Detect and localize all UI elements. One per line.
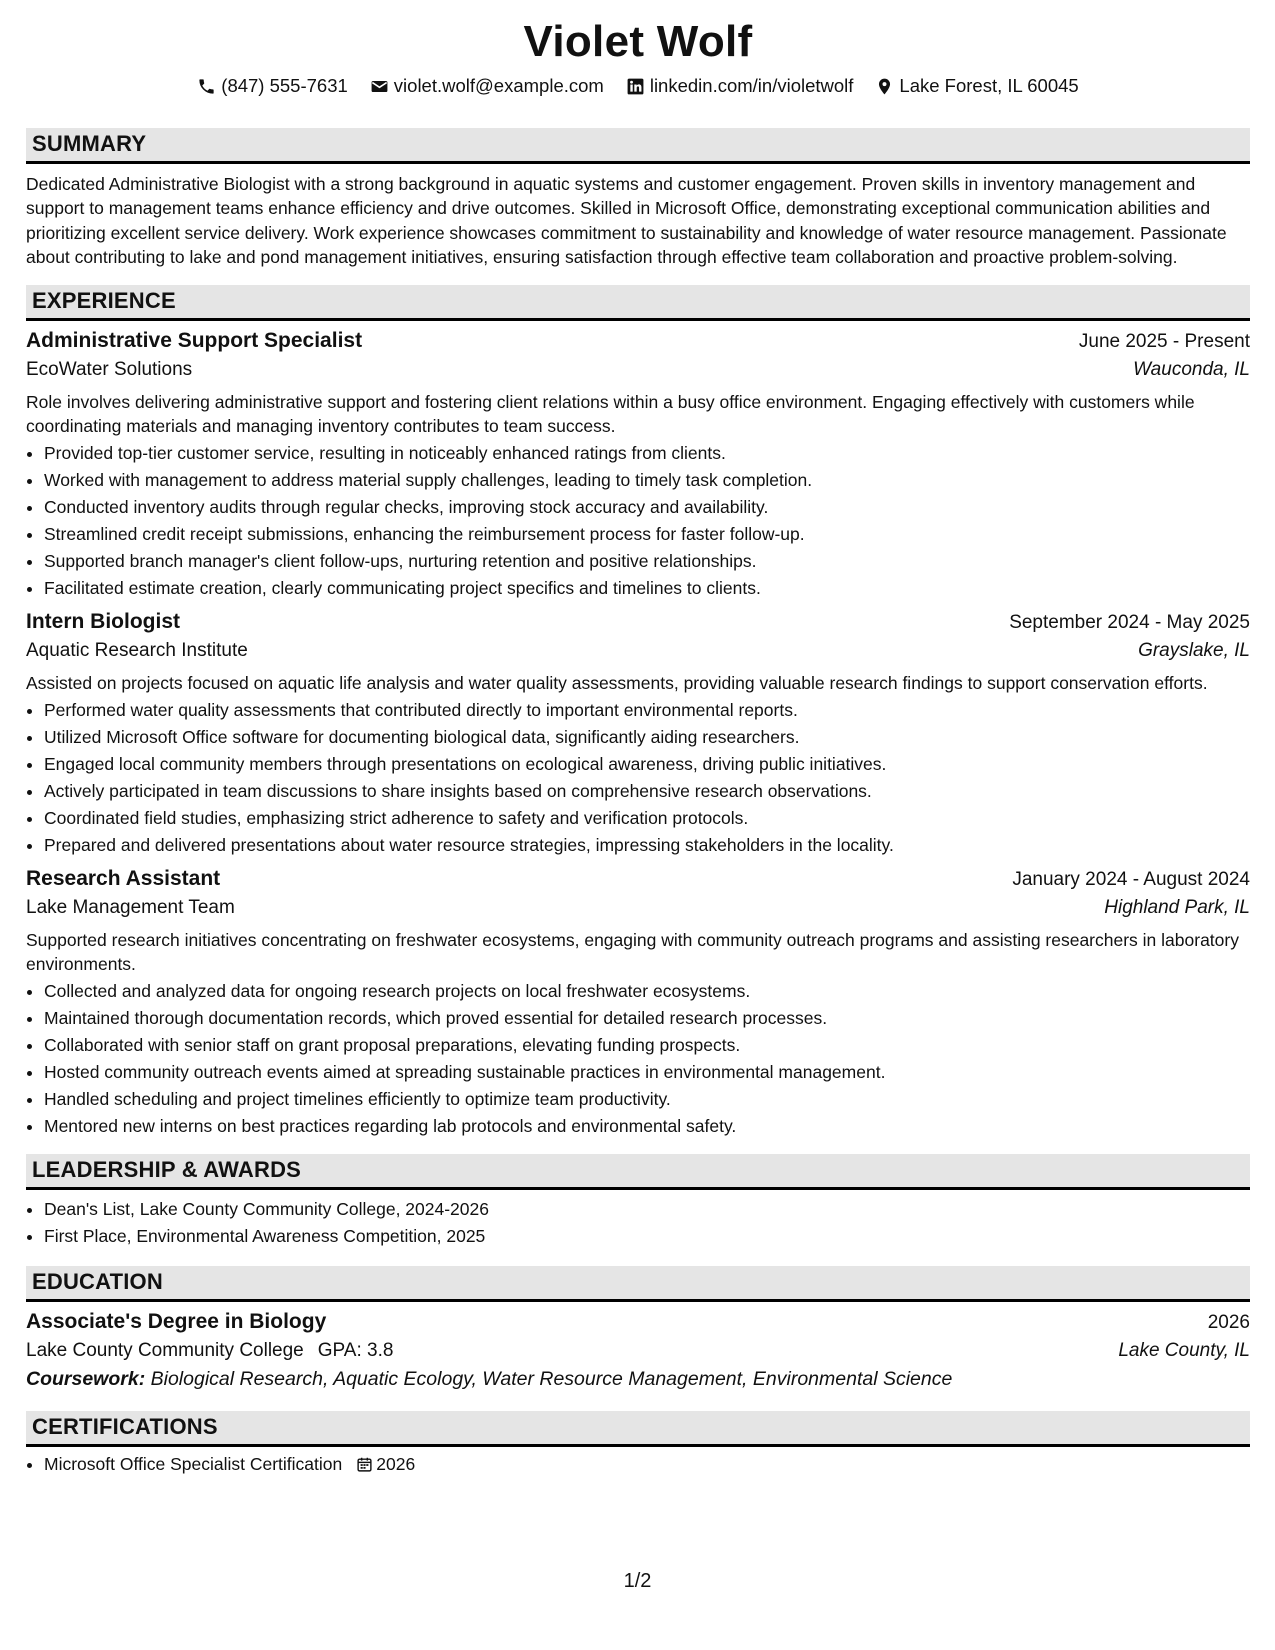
summary-text: Dedicated Administrative Biologist with a strong background in aquatic systems and customer engagement. Proven skills in inventory management and support to management teams enhance efficiency and drive outcomes. Skilled in Microsoft Office, demonstrating exceptional communication abilities and prioritizing excellent service delivery. Work experience showcases commitment to sustainability and knowledge of water resource management. Passionate about contributing to lake and pond management initiatives, ensuring satisfaction through effective team collaboration and proactive problem-solving. <box>26 173 1227 268</box>
list-item: • Performed water quality assessments that contributed directly to important environmental reports. <box>44 697 1250 724</box>
gpa: GPA: 3.8 <box>317 1339 394 1361</box>
phone-icon <box>197 77 216 96</box>
degree-title: Associate's Degree in Biology <box>26 1309 327 1333</box>
job-organization: EcoWater Solutions <box>26 358 193 380</box>
list-item: • Facilitated estimate creation, clearly communicating project specifics and timelines to clients. <box>44 575 1250 602</box>
list-item: • Maintained thorough documentation records, which proved essential for detailed research processes. <box>44 1005 1250 1032</box>
list-item: • Streamlined credit receipt submissions, enhancing the reimbursement process for faster follow-up. <box>44 521 1250 548</box>
candidate-name: Violet Wolf <box>523 17 753 66</box>
job-title: Administrative Support Specialist <box>26 328 363 352</box>
job-bullets <box>26 697 1250 859</box>
certification-date-group <box>356 1451 415 1478</box>
awards-list <box>26 1196 1250 1250</box>
education-entry <box>26 1310 1250 1391</box>
list-item: • Provided top-tier customer service, resulting in noticeably enhanced ratings from clients. <box>44 440 1250 467</box>
job-title: Intern Biologist <box>26 609 180 633</box>
section-heading-leadership: LEADERSHIP & AWARDS <box>26 1154 1250 1190</box>
school-location: Lake County, IL <box>1118 1339 1250 1361</box>
certifications-list <box>26 1451 1250 1478</box>
phone-text: (847) 555-7631 <box>221 75 348 97</box>
list-item: • Worked with management to address material supply challenges, leading to timely task completion. <box>44 467 1250 494</box>
job-dates: September 2024 - May 2025 <box>1009 611 1250 633</box>
job-entry <box>26 610 1250 859</box>
list-item: • Collaborated with senior staff on grant proposal preparations, elevating funding prospects. <box>44 1032 1250 1059</box>
job-organization: Lake Management Team <box>26 896 235 918</box>
location-text: Lake Forest, IL 60045 <box>899 75 1079 97</box>
list-item: • Collected and analyzed data for ongoing research projects on local freshwater ecosystems. <box>44 978 1250 1005</box>
certification-name: • Microsoft Office Specialist Certification <box>44 1453 343 1474</box>
list-item: • Handled scheduling and project timelines efficiently to optimize team productivity. <box>44 1086 1250 1113</box>
list-item: • Engaged local community members through presentations on ecological awareness, driving public initiatives. <box>44 751 1250 778</box>
job-title: Research Assistant <box>26 866 221 890</box>
job-dates: January 2024 - August 2024 <box>1012 868 1250 890</box>
contact-location <box>875 75 1078 97</box>
section-heading-experience: EXPERIENCE <box>26 285 1250 321</box>
resume-page <box>26 18 1250 1478</box>
list-item: • Actively participated in team discussions to share insights based on comprehensive research observations. <box>44 778 1250 805</box>
section-heading-summary: SUMMARY <box>26 128 1250 164</box>
job-description: Supported research initiatives concentrating on freshwater ecosystems, engaging with community outreach programs and assisting researchers in laboratory environments. <box>26 929 1239 974</box>
certification-date: 2026 <box>376 1453 416 1474</box>
contact-info <box>26 75 1250 97</box>
list-item: • Conducted inventory audits through regular checks, improving stock accuracy and availability. <box>44 494 1250 521</box>
school-name: Lake County Community College <box>26 1339 304 1361</box>
list-item: • Dean's List, Lake County Community College, 2024-2026 <box>44 1196 1250 1223</box>
envelope-icon <box>370 77 389 96</box>
list-item: • Supported branch manager's client follow-ups, nurturing retention and positive relationships. <box>44 548 1250 575</box>
job-location: Grayslake, IL <box>1138 639 1250 661</box>
calendar-icon <box>356 1456 373 1473</box>
list-item: • Hosted community outreach events aimed at spreading sustainable practices in environmental management. <box>44 1059 1250 1086</box>
list-item: • Mentored new interns on best practices regarding lab protocols and environmental safety. <box>44 1113 1250 1140</box>
job-entry <box>26 329 1250 602</box>
job-dates: June 2025 - Present <box>1078 330 1250 352</box>
job-location: Wauconda, IL <box>1133 358 1250 380</box>
contact-email[interactable] <box>370 75 604 97</box>
job-bullets <box>26 440 1250 602</box>
graduation-year: 2026 <box>1207 1311 1250 1333</box>
contact-linkedin[interactable] <box>626 75 854 97</box>
coursework-list: Biological Research, Aquatic Ecology, Water Resource Management, Environmental Science <box>150 1367 953 1390</box>
linkedin-icon <box>626 77 645 96</box>
page-number: 1/2 <box>623 1570 652 1592</box>
list-item: • Utilized Microsoft Office software for documenting biological data, significantly aiding researchers. <box>44 724 1250 751</box>
job-bullets <box>26 978 1250 1140</box>
coursework-label: Coursework: <box>26 1367 146 1390</box>
contact-phone <box>197 75 348 97</box>
map-pin-icon <box>875 77 894 96</box>
job-organization: Aquatic Research Institute <box>26 639 248 661</box>
job-description: Role involves delivering administrative support and fostering client relations within a busy office environment. Engaging effectively with customers while coordinating materials and managing inventory contributes to team success. <box>26 391 1195 436</box>
list-item: • Coordinated field studies, emphasizing strict adherence to safety and verification protocols. <box>44 805 1250 832</box>
section-heading-certifications: CERTIFICATIONS <box>26 1411 1250 1447</box>
job-location: Highland Park, IL <box>1104 896 1250 918</box>
section-heading-education: EDUCATION <box>26 1266 1250 1302</box>
list-item: • Prepared and delivered presentations about water resource strategies, impressing stakeholders in the locality. <box>44 832 1250 859</box>
coursework <box>26 1368 1250 1391</box>
list-item: • First Place, Environmental Awareness Competition, 2025 <box>44 1223 1250 1250</box>
linkedin-text: linkedin.com/in/violetwolf <box>649 75 854 97</box>
list-item <box>44 1451 1250 1478</box>
email-text: violet.wolf@example.com <box>393 75 604 97</box>
job-entry <box>26 867 1250 1140</box>
job-description: Assisted on projects focused on aquatic life analysis and water quality assessments, providing valuable research findings to support conservation efforts. <box>26 672 1208 693</box>
